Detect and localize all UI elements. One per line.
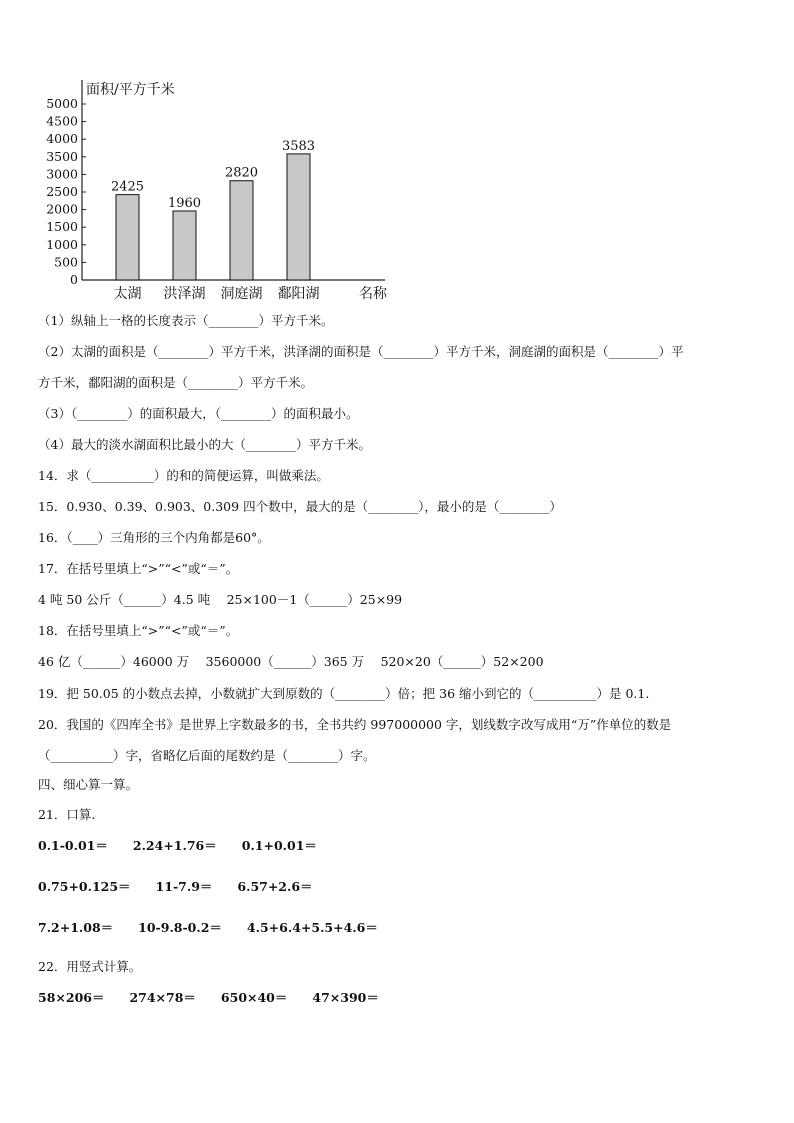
y-tick-label: 4000: [46, 131, 78, 147]
bar-value-label: 2820: [224, 165, 259, 181]
q13-part2-line2: 方千米，鄱阳湖的面积是（________）平方千米。: [38, 375, 314, 390]
question-18-items: 46 亿（______）46000 万 3560000（______）365 万 520×20（______）52×200: [38, 654, 544, 669]
y-tick-label: 1000: [46, 236, 78, 252]
y-tick-label: 1500: [46, 219, 78, 235]
x-category-label: 洞庭湖: [220, 286, 263, 302]
bar-value-label: 2425: [110, 179, 145, 195]
question-17-title: 17．在括号里填上“>”“<”或“＝”。: [38, 561, 239, 576]
question-21-row3: 7.2+1.08＝ 10-9.8-0.2＝ 4.5+6.4+5.5+4.6＝: [38, 920, 378, 935]
y-tick-label: 5000: [46, 96, 78, 111]
q13-part1: （1）纵轴上一格的长度表示（________）平方千米。: [38, 313, 334, 328]
y-tick-label: 0: [70, 272, 78, 287]
bar-value-label: 1960: [167, 196, 202, 212]
question-21-title: 21．口算.: [38, 807, 96, 822]
question-20-line1: 20．我国的《四库全书》是世界上字数最多的书，全书共约 997000000 字，划线数字改写成用“万”作单位的数是: [38, 717, 672, 732]
bar-3: [287, 154, 310, 280]
q13-part3: （3）（________）的面积最大，（________）的面积最小。: [38, 406, 359, 421]
section-4-heading: 四、细心算一算。: [38, 777, 139, 792]
bar-2: [230, 181, 253, 280]
question-21-row1: 0.1-0.01＝ 2.24+1.76＝ 0.1+0.01＝: [38, 838, 317, 853]
question-16: 16．（____）三角形的三个内角都是60°。: [38, 530, 270, 545]
lake-area-bar-chart: [30, 72, 400, 307]
bar-1: [173, 211, 196, 280]
y-tick-label: 3000: [46, 166, 78, 182]
y-tick-label: 4500: [46, 113, 78, 129]
question-20-line2: （__________）字，省略亿后面的尾数约是（________）字。: [38, 748, 376, 763]
bar-0: [116, 195, 139, 280]
bar-value-label: 3583: [281, 138, 316, 154]
y-tick-label: 500: [54, 254, 78, 270]
question-14: 14．求（__________）的和的简便运算，叫做乘法。: [38, 468, 329, 483]
question-15: 15．0.930、0.39、0.903、0.309 四个数中，最大的是（________），最小的是（________）: [38, 499, 562, 514]
question-17-items: 4 吨 50 公斤（______）4.5 吨 25×100－1（______）25×99: [38, 592, 403, 607]
y-axis-title: 面积/平方千米: [86, 82, 175, 98]
y-tick-label: 2000: [46, 201, 78, 217]
q13-part2-line1: （2）太湖的面积是（________）平方千米，洪泽湖的面积是（________）平方千米，洞庭湖的面积是（________）平: [38, 344, 684, 359]
question-19: 19．把 50.05 的小数点去掉，小数就扩大到原数的（________）倍；把 36 缩小到它的（__________）是 0.1.: [38, 686, 650, 701]
q13-part4: （4）最大的淡水湖面积比最小的大（________）平方千米。: [38, 437, 371, 452]
question-21-row2: 0.75+0.125＝ 11-7.9＝ 6.57+2.6＝: [38, 879, 313, 894]
question-22-title: 22．用竖式计算。: [38, 959, 142, 974]
question-22-row1: 58×206＝ 274×78＝ 650×40＝ 47×390＝: [38, 990, 379, 1005]
x-category-label: 洪泽湖: [163, 286, 206, 302]
y-tick-label: 2500: [46, 184, 78, 199]
y-tick-label: 3500: [46, 148, 78, 164]
question-18-title: 18．在括号里填上“>”“<”或“＝”。: [38, 623, 239, 638]
x-axis-title: 名称: [359, 286, 387, 302]
x-category-label: 太湖: [113, 286, 142, 302]
x-category-label: 鄱阳湖: [277, 286, 320, 302]
